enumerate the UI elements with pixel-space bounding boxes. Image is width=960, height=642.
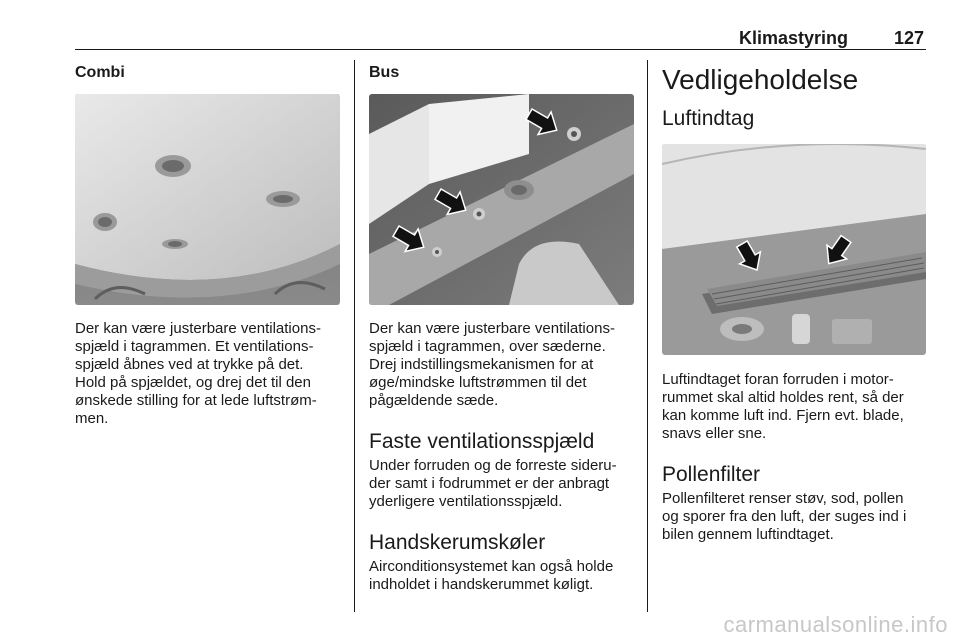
combi-vent-4	[162, 239, 188, 249]
bus-vent-rear	[432, 247, 442, 257]
combi-roof-vents-illustration	[75, 94, 340, 305]
air-intake-text: Luftindtaget foran forruden i motor- rummet skal altid holdes rent, så der kan komme luft ind. Fjern evt. blade, snavs eller sne.	[662, 371, 904, 442]
combi-vent-1	[155, 155, 191, 177]
column-combi	[75, 60, 340, 428]
pollen-filter-text: Pollenfilteret renser støv, sod, pollen og sporer fra den luft, der suges ind i bilen gennem luftindtaget.	[662, 490, 907, 543]
header-rule	[75, 49, 926, 50]
watermark: carmanualsonline.info	[723, 612, 948, 637]
bus-vent-middle	[473, 208, 485, 220]
column-divider-2	[647, 60, 648, 612]
air-intake-heading: Luftindtag	[662, 107, 755, 130]
section-heading-glovebox-cooler: Handskerumskøler	[369, 531, 546, 554]
page-number: 127	[893, 28, 924, 48]
combi-vent-2	[93, 213, 117, 231]
bus-roof-vents-illustration	[369, 94, 634, 305]
section-heading-fixed-vents: Faste ventilationsspjæld	[369, 430, 595, 453]
column-bus	[369, 60, 634, 594]
pollen-filter-heading: Pollenfilter	[662, 463, 761, 486]
glovebox-cooler-text: Airconditionsystemet kan også holde indholdet i handskerummet køligt.	[369, 558, 614, 593]
bus-subheading: Bus	[369, 64, 400, 81]
column-maintenance	[662, 60, 926, 544]
combi-vent-3	[266, 191, 300, 207]
fixed-vents-text: Under forruden og de forreste sideru- der samt i fodrummet er der anbragt yderligere ventilationsspjæld.	[369, 457, 617, 510]
combi-subheading: Combi	[75, 64, 125, 81]
combi-description: Der kan være justerbare ventilations- spjæld i tagrammen. Et ventilations- spjæld åbnes ved at trykke på det. Hold på spjældet, og drej det til den ønskede stilling for at lede luftstrøm- men.	[75, 320, 321, 427]
air-intake-illustration	[662, 144, 926, 355]
column-divider-1	[354, 60, 355, 612]
bus-vent-front	[567, 127, 581, 141]
bus-description: Der kan være justerbare ventilations- spjæld i tagrammen, over sæderne. Drej indstillingsmekanismen for at øge/mindske luftstrømmen til det pågældende sæde.	[369, 320, 615, 409]
chapter-title: Klimastyring	[738, 28, 848, 48]
section-heading-maintenance: Vedligeholdelse	[662, 64, 859, 95]
